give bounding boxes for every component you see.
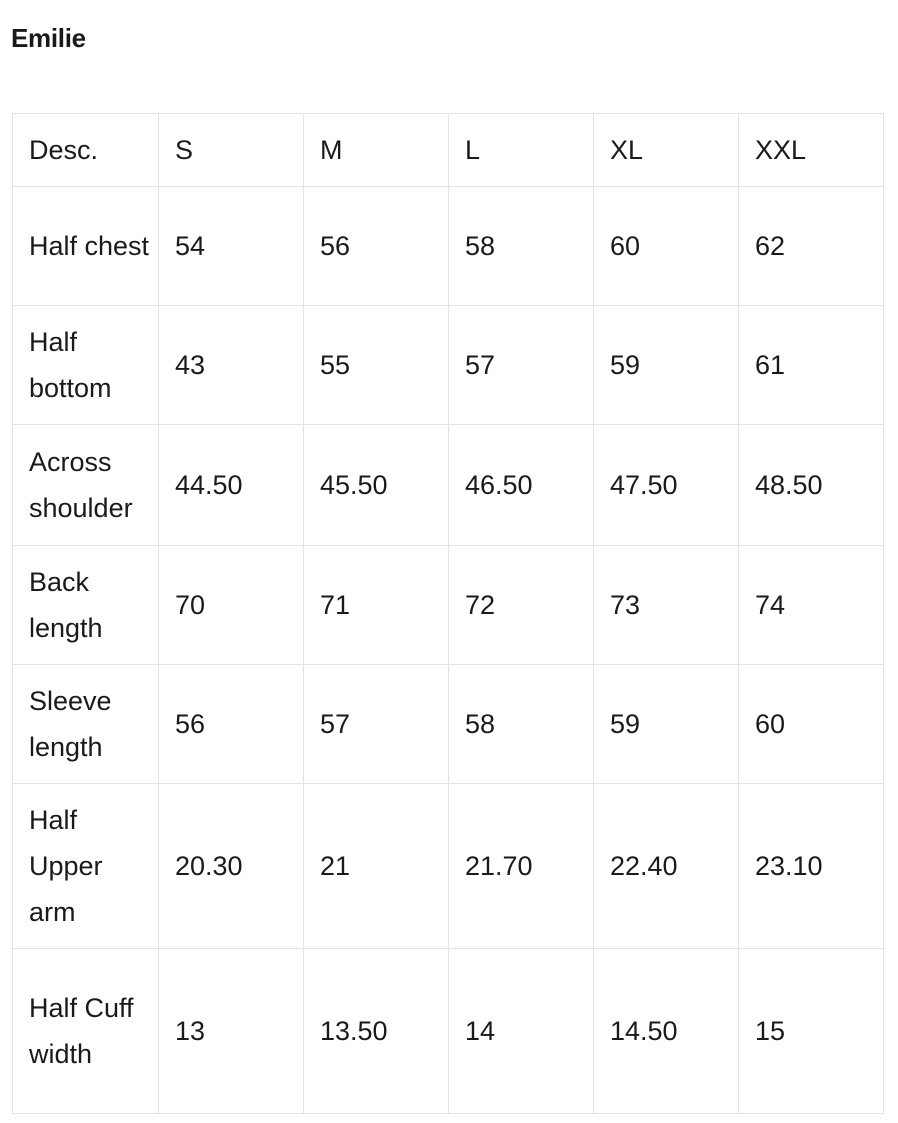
table-cell: 21 [304,784,449,949]
table-row-half-chest [13,187,884,306]
table-cell: 71 [304,546,449,665]
table-cell: 22.40 [594,784,739,949]
table-row-across-shoulder [13,425,884,546]
table-cell: 47.50 [594,425,739,546]
table-cell: 62 [739,187,884,306]
table-row-half-upper-arm [13,784,884,949]
row-label: Sleeve length [13,665,159,784]
table-cell: 20.30 [159,784,304,949]
table-cell: 43 [159,306,304,425]
table-cell: 58 [449,187,594,306]
table-cell: 61 [739,306,884,425]
table-row-sleeve-length [13,665,884,784]
table-header-row [13,114,884,187]
table-cell: 48.50 [739,425,884,546]
table-cell: 55 [304,306,449,425]
row-label: Half Cuff width [13,949,159,1114]
table-cell: 13.50 [304,949,449,1114]
table-cell: 13 [159,949,304,1114]
page-title: Emilie [11,23,86,53]
table-cell: 74 [739,546,884,665]
table-cell: 60 [739,665,884,784]
row-label: Half Upper arm [13,784,159,949]
table-cell: 21.70 [449,784,594,949]
table-cell: 70 [159,546,304,665]
row-label: Back length [13,546,159,665]
table-cell: 14 [449,949,594,1114]
table-cell: 15 [739,949,884,1114]
header-cell-desc: Desc. [13,114,159,187]
header-cell-m: M [304,114,449,187]
table-cell: 56 [304,187,449,306]
header-cell-l: L [449,114,594,187]
table-cell: 45.50 [304,425,449,546]
table-cell: 44.50 [159,425,304,546]
table-row-back-length [13,546,884,665]
table-cell: 23.10 [739,784,884,949]
table-cell: 46.50 [449,425,594,546]
table-cell: 60 [594,187,739,306]
header-cell-xxl: XXL [739,114,884,187]
table-cell: 58 [449,665,594,784]
row-label: Across shoulder [13,425,159,546]
row-label: Half bottom [13,306,159,425]
table-cell: 72 [449,546,594,665]
table-cell: 54 [159,187,304,306]
size-chart-table [12,113,884,1114]
table-cell: 56 [159,665,304,784]
table-row-half-bottom [13,306,884,425]
table-row-half-cuff-width [13,949,884,1114]
table-cell: 59 [594,665,739,784]
table-cell: 14.50 [594,949,739,1114]
table-cell: 59 [594,306,739,425]
header-cell-xl: XL [594,114,739,187]
header-cell-s: S [159,114,304,187]
table-cell: 73 [594,546,739,665]
row-label: Half chest [13,187,159,306]
table-cell: 57 [449,306,594,425]
table-cell: 57 [304,665,449,784]
